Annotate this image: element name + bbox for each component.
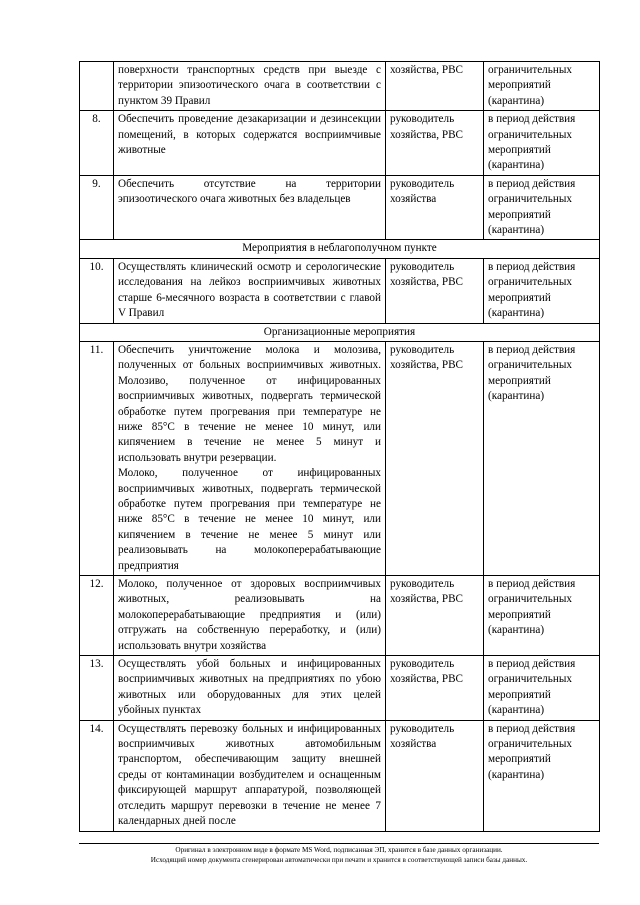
measures-table-body bbox=[80, 62, 600, 832]
measures-table bbox=[79, 61, 600, 832]
table-row bbox=[80, 111, 600, 176]
measure-description bbox=[114, 720, 386, 831]
measure-description bbox=[114, 62, 386, 111]
responsible-party: руководитель хозяйства, РВС bbox=[386, 576, 484, 656]
section-header-row bbox=[80, 323, 600, 341]
responsible-party: руководитель хозяйства, РВС bbox=[386, 656, 484, 721]
measure-description bbox=[114, 111, 386, 176]
section-header-row bbox=[80, 240, 600, 258]
footer-line-number: Исходящий номер документа сгенерирован автоматически при печати и хранится в соответствующей записи базы данных. bbox=[150, 856, 528, 864]
row-number: 10. bbox=[80, 258, 114, 323]
measure-paragraph: Молоко, полученное от инфицированных восприимчивых животных, подвергать термической обработке путем прогревания при температуре не ниже 85°С в течение не менее 10 минут, или кипячением в течение не менее 5 минут или реализовывать на молокоперерабатывающие предприятия bbox=[118, 467, 381, 572]
table-row bbox=[80, 341, 600, 575]
table-row bbox=[80, 720, 600, 831]
row-number: 11. bbox=[80, 341, 114, 575]
responsible-party: руководитель хозяйства bbox=[386, 720, 484, 831]
responsible-party: руководитель хозяйства, РВС bbox=[386, 111, 484, 176]
row-number: 14. bbox=[80, 720, 114, 831]
measure-paragraph: Обеспечить проведение дезакаризации и дезинсекции помещений, в которых содержатся восприимчивые животные bbox=[118, 113, 381, 157]
execution-term: в период действия ограничительных мероприятий (карантина) bbox=[484, 175, 600, 240]
measure-paragraph: Обеспечить отсутствие на территории эпизоотического очага животных без владельцев bbox=[118, 177, 381, 206]
measure-description bbox=[114, 175, 386, 240]
table-row bbox=[80, 175, 600, 240]
measure-description bbox=[114, 576, 386, 656]
responsible-party: руководитель хозяйства bbox=[386, 175, 484, 240]
footer-line-original: Оригинал в электронном виде в формате MS Word, подписанная ЭП, хранится в базе данных организации. bbox=[175, 846, 503, 854]
responsible-party: руководитель хозяйства, РВС bbox=[386, 341, 484, 575]
measure-paragraph: Осуществлять клинический осмотр и серологические исследования на лейкоз восприимчивых животных старше 6-месячного возраста в соответствии с главой V Правил bbox=[118, 260, 381, 320]
table-row bbox=[80, 656, 600, 721]
row-number: 9. bbox=[80, 175, 114, 240]
section-title: Организационные мероприятия bbox=[80, 323, 600, 341]
row-number: 12. bbox=[80, 576, 114, 656]
measure-paragraph: Осуществлять убой больных и инфицированных восприимчивых животных на предприятиях по убою животных или оборудованных для этих целей убойных пунктах bbox=[118, 658, 381, 717]
execution-term: в период действия ограничительных мероприятий (карантина) bbox=[484, 656, 600, 721]
measure-paragraph: поверхности транспортных средств при выезде с территории эпизоотического очага в соответствии с пунктом 39 Правил bbox=[118, 64, 381, 107]
execution-term: в период действия ограничительных мероприятий (карантина) bbox=[484, 341, 600, 575]
document-footer bbox=[79, 843, 599, 865]
row-number: 8. bbox=[80, 111, 114, 176]
measure-description bbox=[114, 656, 386, 721]
measure-paragraph: Осуществлять перевозку больных и инфицированных восприимчивых животных автомобильным транспортом, обеспечивающим защиту внешней среды от контаминации возбудителем и оснащенным фиксирующей маршрут аппаратурой, позволяющей отследить маршрут перевозки в течение не менее 7 календарных дней после bbox=[118, 722, 381, 828]
execution-term: в период действия ограничительных мероприятий (карантина) bbox=[484, 576, 600, 656]
execution-term: в период действия ограничительных мероприятий (карантина) bbox=[484, 111, 600, 176]
row-number bbox=[80, 62, 114, 111]
table-row bbox=[80, 258, 600, 323]
responsible-party: хозяйства, РВС bbox=[386, 62, 484, 111]
section-title: Мероприятия в неблагополучном пункте bbox=[80, 240, 600, 258]
row-number: 13. bbox=[80, 656, 114, 721]
table-row bbox=[80, 62, 600, 111]
responsible-party: руководитель хозяйства, РВС bbox=[386, 258, 484, 323]
execution-term: ограничительных мероприятий (карантина) bbox=[484, 62, 600, 111]
measure-paragraph: Молоко, полученное от здоровых восприимчивых животных, реализовывать на молокоперерабатывающие предприятия и (или) отгружать на собственную переработку, и (или) использовать внутри хозяйства bbox=[118, 578, 381, 652]
measure-description bbox=[114, 341, 386, 575]
execution-term: в период действия ограничительных мероприятий (карантина) bbox=[484, 258, 600, 323]
table-row bbox=[80, 576, 600, 656]
execution-term: в период действия ограничительных мероприятий (карантина) bbox=[484, 720, 600, 831]
measure-paragraph: Обеспечить уничтожение молока и молозива, полученных от больных восприимчивых животных. Молозиво, полученное от инфицированных восприимчивых животных, подвергать термической обработке путем прогревания при температуре не ниже 85°С в течение не менее 10 минут, или кипячением в течение не менее 5 минут и использовать внутри резервации. bbox=[118, 343, 381, 464]
measure-description bbox=[114, 258, 386, 323]
